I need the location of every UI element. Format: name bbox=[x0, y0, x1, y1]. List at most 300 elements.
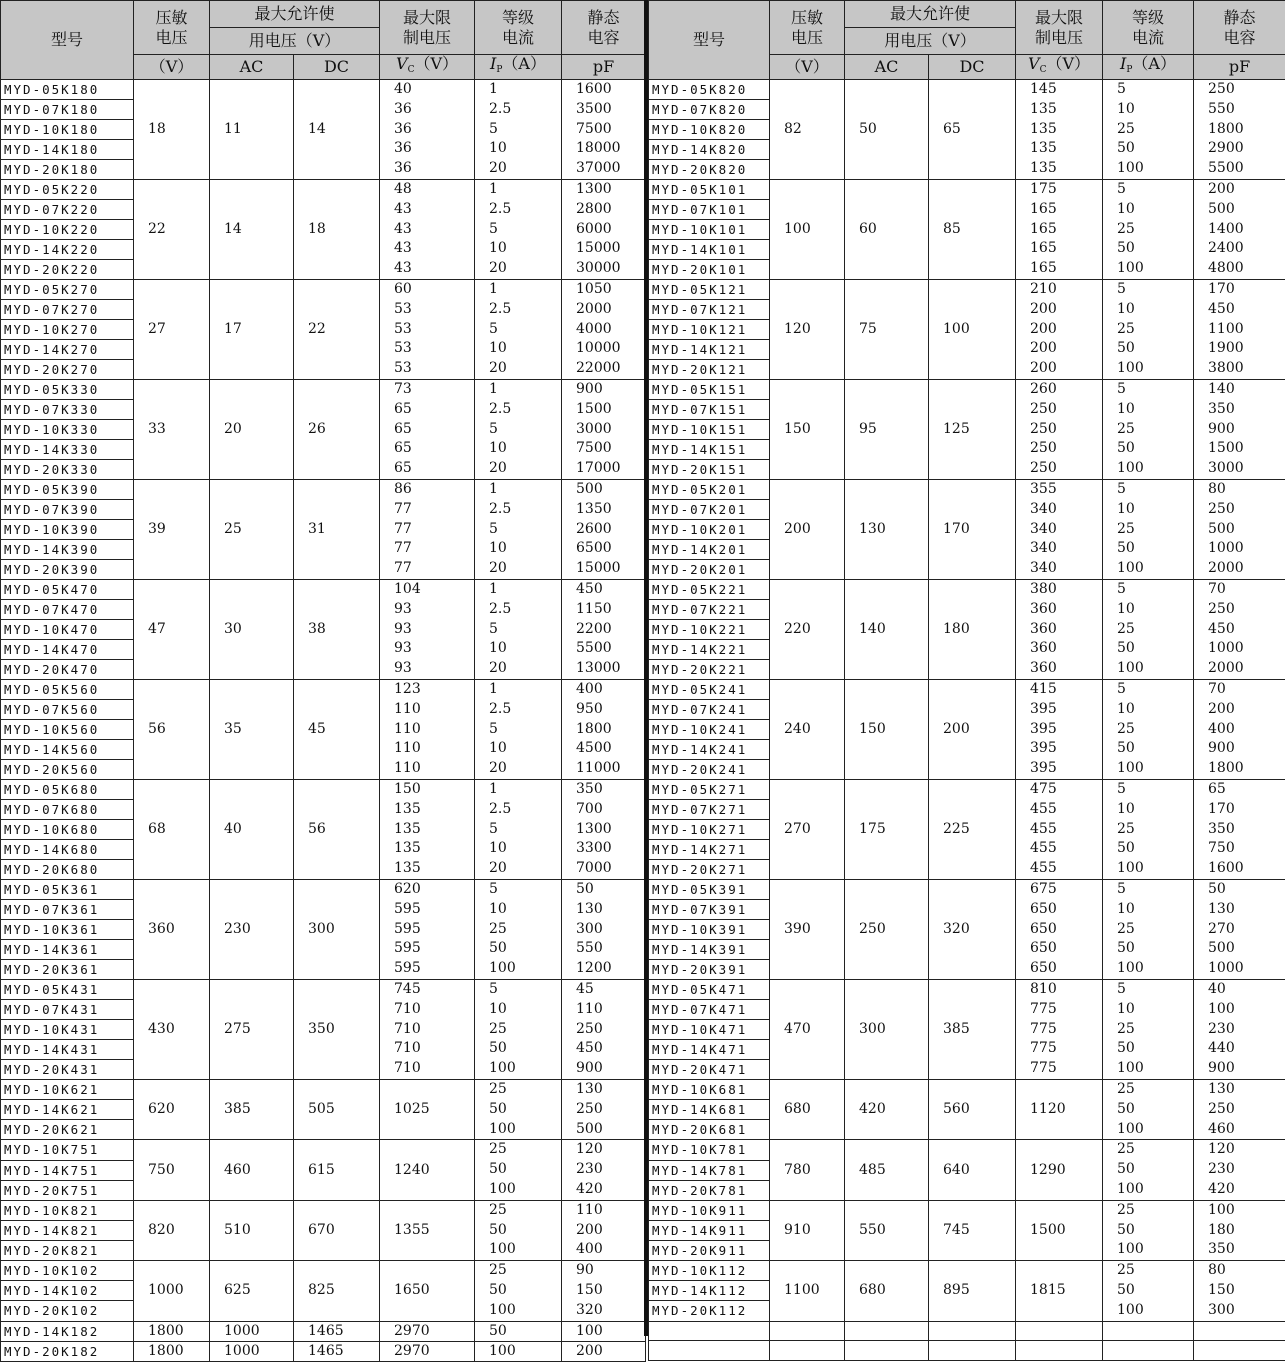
capacitance-cell-value: 2600 bbox=[576, 520, 645, 540]
dc-voltage-cell: 320 bbox=[929, 880, 1016, 980]
model-cell: MYD-05K101 bbox=[649, 180, 770, 200]
clamp-voltage-cell-value: 355 bbox=[1030, 480, 1102, 500]
capacitance-cell-value: 1800 bbox=[576, 720, 645, 740]
current-cell-value: 100 bbox=[1117, 1059, 1193, 1079]
current-cell-value: 50 bbox=[1117, 739, 1193, 759]
current-cell-value: 2.5 bbox=[489, 400, 561, 420]
capacitance-cell-value: 2800 bbox=[576, 200, 645, 220]
left-table-body bbox=[1, 80, 646, 1362]
model-cell: MYD-05K820 bbox=[649, 80, 770, 100]
current-cell-value: 25 bbox=[489, 1020, 561, 1040]
clamp-voltage-cell-value: 48 bbox=[394, 180, 474, 200]
clamp-voltage-cell-value: 650 bbox=[1030, 900, 1102, 920]
model-cell: MYD-20K621 bbox=[1, 1120, 134, 1140]
model-cell: MYD-05K680 bbox=[1, 780, 134, 800]
capacitance-cell-value: 900 bbox=[576, 380, 645, 400]
capacitance-cell-value: 250 bbox=[1208, 1100, 1285, 1120]
current-cell-value: 10 bbox=[489, 139, 561, 159]
model-cell: MYD-07K180 bbox=[1, 100, 134, 120]
model-cell: MYD-10K470 bbox=[1, 620, 134, 640]
clamp-voltage-cell-value: 455 bbox=[1030, 859, 1102, 879]
clamp-voltage-cell bbox=[1016, 680, 1103, 780]
varistor-voltage-cell: 27 bbox=[134, 280, 210, 380]
current-cell bbox=[1103, 380, 1194, 480]
varistor-voltage-cell: 1100 bbox=[770, 1261, 845, 1321]
model-cell: MYD-14K621 bbox=[1, 1100, 134, 1120]
varistor-voltage-cell: 240 bbox=[770, 680, 845, 780]
clamp-voltage-cell-value: 43 bbox=[394, 220, 474, 240]
clamp-voltage-cell-value: 380 bbox=[1030, 580, 1102, 600]
table-row bbox=[1, 1200, 646, 1220]
current-cell-value: 5 bbox=[1117, 380, 1193, 400]
capacitance-cell-value: 37000 bbox=[576, 159, 645, 179]
capacitance-cell-value: 18000 bbox=[576, 139, 645, 159]
current-cell-value: 2.5 bbox=[489, 800, 561, 820]
current-cell-value: 100 bbox=[1117, 459, 1193, 479]
capacitance-cell bbox=[562, 1140, 646, 1200]
model-cell: MYD-14K221 bbox=[649, 640, 770, 660]
capacitance-cell-value: 110 bbox=[576, 1000, 645, 1020]
capacitance-cell-value: 6500 bbox=[576, 539, 645, 559]
clamp-voltage-cell-value: 360 bbox=[1030, 659, 1102, 679]
model-cell: MYD-05K220 bbox=[1, 180, 134, 200]
clamp-voltage-cell-value: 650 bbox=[1030, 939, 1102, 959]
capacitance-cell-value: 230 bbox=[576, 1160, 645, 1180]
model-cell: MYD-07K820 bbox=[649, 100, 770, 120]
capacitance-cell-value: 350 bbox=[1208, 1240, 1285, 1260]
capacitance-cell-value: 5500 bbox=[576, 639, 645, 659]
clamp-voltage-cell bbox=[1016, 480, 1103, 580]
clamp-voltage-cell-value: 775 bbox=[1030, 1059, 1102, 1079]
empty-cell bbox=[1016, 1341, 1103, 1361]
current-cell-value: 5 bbox=[489, 980, 561, 1000]
capacitance-cell bbox=[1194, 580, 1285, 680]
varistor-voltage-cell: 22 bbox=[134, 180, 210, 280]
table-row bbox=[649, 180, 1285, 200]
ac-voltage-cell: 50 bbox=[845, 80, 929, 180]
model-cell: MYD-10K221 bbox=[649, 620, 770, 640]
clamp-voltage-cell-value: 93 bbox=[394, 639, 474, 659]
current-cell-value: 100 bbox=[489, 1180, 561, 1200]
clamp-voltage-cell-value: 36 bbox=[394, 100, 474, 120]
model-cell: MYD-20K471 bbox=[649, 1060, 770, 1080]
current-cell bbox=[1103, 680, 1194, 780]
capacitance-cell bbox=[1194, 1140, 1285, 1200]
capacitance-cell bbox=[562, 480, 646, 580]
current-cell-value: 100 bbox=[1117, 1180, 1193, 1200]
clamp-voltage-cell-value: 360 bbox=[1030, 620, 1102, 640]
model-cell: MYD-20K390 bbox=[1, 560, 134, 580]
right-spec-table bbox=[648, 0, 1285, 1361]
table-row bbox=[1, 380, 646, 400]
current-cell-value: 50 bbox=[1117, 1160, 1193, 1180]
capacitance-cell-value: 7000 bbox=[576, 859, 645, 879]
ac-voltage-cell: 130 bbox=[845, 480, 929, 580]
varistor-voltage-cell: 1000 bbox=[134, 1261, 210, 1321]
current-cell bbox=[1103, 180, 1194, 280]
capacitance-cell-value: 3300 bbox=[576, 839, 645, 859]
current-cell-value: 50 bbox=[489, 1039, 561, 1059]
model-cell: MYD-14K241 bbox=[649, 740, 770, 760]
current-cell-value: 50 bbox=[1117, 1039, 1193, 1059]
capacitance-cell-value: 4500 bbox=[576, 739, 645, 759]
model-cell: MYD-07K470 bbox=[1, 600, 134, 620]
capacitance-cell-value: 1000 bbox=[1208, 959, 1285, 979]
current-cell-value: 5 bbox=[1117, 880, 1193, 900]
table-row bbox=[1, 1080, 646, 1100]
current-cell-value: 10 bbox=[489, 739, 561, 759]
current-cell-value: 1 bbox=[489, 780, 561, 800]
current-cell-value: 50 bbox=[1117, 139, 1193, 159]
current-cell-value: 50 bbox=[1117, 1221, 1193, 1241]
dc-voltage-cell: 200 bbox=[929, 680, 1016, 780]
current-cell-value: 20 bbox=[489, 559, 561, 579]
current-cell bbox=[1103, 1140, 1194, 1200]
model-cell: MYD-10K101 bbox=[649, 220, 770, 240]
dc-voltage-cell: 505 bbox=[294, 1080, 380, 1140]
clamp-voltage-cell-value: 360 bbox=[1030, 600, 1102, 620]
clamp-voltage-cell-value: 250 bbox=[1030, 439, 1102, 459]
capacitance-cell-value: 150 bbox=[576, 1281, 645, 1301]
clamp-voltage-cell-value: 210 bbox=[1030, 280, 1102, 300]
empty-cell bbox=[649, 1321, 770, 1341]
col-current-header: 等级 电流 bbox=[475, 1, 562, 55]
current-cell-value: 10 bbox=[1117, 700, 1193, 720]
current-cell-value: 20 bbox=[489, 659, 561, 679]
current-cell-value: 50 bbox=[489, 939, 561, 959]
col-capacitance-header: 静态 电容 bbox=[562, 1, 646, 55]
varistor-voltage-cell: 200 bbox=[770, 480, 845, 580]
table-row bbox=[649, 380, 1285, 400]
table-row bbox=[649, 980, 1285, 1000]
clamp-voltage-cell-value: 165 bbox=[1030, 200, 1102, 220]
current-cell bbox=[1103, 780, 1194, 880]
varistor-voltage-cell: 430 bbox=[134, 980, 210, 1080]
clamp-voltage-cell-value: 340 bbox=[1030, 520, 1102, 540]
capacitance-cell-value: 400 bbox=[576, 1240, 645, 1260]
model-cell: MYD-14K470 bbox=[1, 640, 134, 660]
current-cell-value: 100 bbox=[1117, 1240, 1193, 1260]
table-row bbox=[1, 580, 646, 600]
capacitance-cell bbox=[1194, 280, 1285, 380]
current-cell-value: 5 bbox=[489, 120, 561, 140]
current-cell-value: 10 bbox=[1117, 500, 1193, 520]
varistor-voltage-cell: 620 bbox=[134, 1080, 210, 1140]
model-cell: MYD-14K151 bbox=[649, 440, 770, 460]
dc-voltage-cell: 38 bbox=[294, 580, 380, 680]
ac-voltage-cell: 95 bbox=[845, 380, 929, 480]
col-max-use-voltage-header: 最大允许使 bbox=[845, 1, 1016, 28]
varistor-voltage-unit: （V） bbox=[770, 55, 845, 80]
empty-cell bbox=[929, 1341, 1016, 1361]
model-cell: MYD-20K821 bbox=[1, 1241, 134, 1261]
current-cell bbox=[1103, 580, 1194, 680]
clamp-voltage-cell bbox=[380, 680, 475, 780]
model-cell: MYD-07K361 bbox=[1, 900, 134, 920]
current-cell-value: 10 bbox=[1117, 300, 1193, 320]
capacitance-cell-value: 130 bbox=[576, 1080, 645, 1100]
capacitance-cell-value: 350 bbox=[1208, 820, 1285, 840]
current-cell-value: 25 bbox=[489, 1140, 561, 1160]
ac-voltage-cell: 250 bbox=[845, 880, 929, 980]
clamp-voltage-cell-value: 650 bbox=[1030, 920, 1102, 940]
capacitance-cell-value: 40 bbox=[1208, 980, 1285, 1000]
current-cell-value: 100 bbox=[1117, 759, 1193, 779]
table-row bbox=[649, 1261, 1285, 1281]
table-row bbox=[649, 280, 1285, 300]
table-row bbox=[1, 880, 646, 900]
ac-voltage-cell: 25 bbox=[210, 480, 294, 580]
capacitance-cell-value: 750 bbox=[1208, 839, 1285, 859]
clamp-voltage-cell: 1120 bbox=[1016, 1080, 1103, 1140]
model-cell: MYD-05K470 bbox=[1, 580, 134, 600]
clamp-voltage-cell-value: 395 bbox=[1030, 720, 1102, 740]
model-cell: MYD-14K102 bbox=[1, 1281, 134, 1301]
current-cell-value: 50 bbox=[489, 1221, 561, 1241]
model-cell: MYD-07K221 bbox=[649, 600, 770, 620]
clamp-voltage-cell: 1290 bbox=[1016, 1140, 1103, 1200]
dc-voltage-cell: 170 bbox=[929, 480, 1016, 580]
clamp-voltage-cell-value: 110 bbox=[394, 739, 474, 759]
capacitance-cell-value: 1300 bbox=[576, 820, 645, 840]
model-cell: MYD-10K270 bbox=[1, 320, 134, 340]
capacitance-cell: 200 bbox=[562, 1341, 646, 1361]
model-cell: MYD-20K391 bbox=[649, 960, 770, 980]
dc-voltage-cell: 22 bbox=[294, 280, 380, 380]
model-cell: MYD-10K102 bbox=[1, 1261, 134, 1281]
model-cell: MYD-20K330 bbox=[1, 460, 134, 480]
table-row bbox=[649, 1080, 1285, 1100]
capacitance-cell-value: 15000 bbox=[576, 559, 645, 579]
current-cell-value: 10 bbox=[489, 900, 561, 920]
model-cell: MYD-07K431 bbox=[1, 1000, 134, 1020]
model-cell: MYD-07K271 bbox=[649, 800, 770, 820]
current-cell bbox=[1103, 1080, 1194, 1140]
model-cell: MYD-14K820 bbox=[649, 140, 770, 160]
capacitance-cell-value: 1350 bbox=[576, 500, 645, 520]
current-cell-value: 2.5 bbox=[489, 700, 561, 720]
current-cell-value: 50 bbox=[489, 1281, 561, 1301]
current-cell-value: 25 bbox=[1117, 320, 1193, 340]
model-cell: MYD-20K241 bbox=[649, 760, 770, 780]
capacitance-cell-value: 1300 bbox=[576, 180, 645, 200]
varistor-voltage-cell: 1800 bbox=[134, 1341, 210, 1361]
clamp-voltage-cell-value: 43 bbox=[394, 239, 474, 259]
clamp-voltage-cell-value: 650 bbox=[1030, 959, 1102, 979]
table-row bbox=[649, 1140, 1285, 1160]
varistor-voltage-cell: 360 bbox=[134, 880, 210, 980]
empty-cell bbox=[770, 1321, 845, 1341]
model-cell: MYD-07K330 bbox=[1, 400, 134, 420]
model-cell: MYD-14K271 bbox=[649, 840, 770, 860]
capacitance-cell-value: 440 bbox=[1208, 1039, 1285, 1059]
model-cell: MYD-10K471 bbox=[649, 1020, 770, 1040]
clamp-voltage-cell-value: 123 bbox=[394, 680, 474, 700]
capacitance-cell-value: 150 bbox=[1208, 1281, 1285, 1301]
clamp-voltage-cell-value: 165 bbox=[1030, 239, 1102, 259]
model-cell: MYD-14K431 bbox=[1, 1040, 134, 1060]
model-cell: MYD-20K560 bbox=[1, 760, 134, 780]
current-cell bbox=[475, 680, 562, 780]
model-cell: MYD-20K151 bbox=[649, 460, 770, 480]
capacitance-cell-value: 1500 bbox=[576, 400, 645, 420]
current-cell-value: 10 bbox=[489, 539, 561, 559]
current-cell bbox=[475, 580, 562, 680]
col-dc-header: DC bbox=[929, 55, 1016, 80]
capacitance-cell bbox=[1194, 1261, 1285, 1321]
current-cell-value: 25 bbox=[1117, 820, 1193, 840]
capacitance-cell-value: 1600 bbox=[1208, 859, 1285, 879]
table-row bbox=[649, 580, 1285, 600]
clamp-voltage-cell-value: 595 bbox=[394, 900, 474, 920]
capacitance-cell-value: 300 bbox=[1208, 1301, 1285, 1321]
model-cell: MYD-05K391 bbox=[649, 880, 770, 900]
current-cell-value: 2.5 bbox=[489, 600, 561, 620]
current-cell bbox=[475, 80, 562, 180]
current-cell-value: 5 bbox=[1117, 280, 1193, 300]
model-cell: MYD-10K621 bbox=[1, 1080, 134, 1100]
capacitance-unit: pF bbox=[562, 55, 646, 80]
clamp-voltage-cell bbox=[380, 980, 475, 1080]
current-cell-value: 10 bbox=[489, 1000, 561, 1020]
clamp-voltage-cell-value: 710 bbox=[394, 1059, 474, 1079]
capacitance-cell-value: 500 bbox=[576, 1120, 645, 1140]
capacitance-cell-value: 200 bbox=[1208, 700, 1285, 720]
current-cell-value: 100 bbox=[489, 1301, 561, 1321]
model-cell: MYD-07K151 bbox=[649, 400, 770, 420]
clamp-voltage-cell-value: 775 bbox=[1030, 1020, 1102, 1040]
clamp-voltage-cell-value: 475 bbox=[1030, 780, 1102, 800]
ac-voltage-cell: 485 bbox=[845, 1140, 929, 1200]
capacitance-cell-value: 1200 bbox=[576, 959, 645, 979]
current-cell-value: 50 bbox=[489, 1100, 561, 1120]
current-cell-value: 20 bbox=[489, 859, 561, 879]
ac-voltage-cell: 40 bbox=[210, 780, 294, 880]
capacitance-cell-value: 70 bbox=[1208, 680, 1285, 700]
capacitance-cell-value: 3800 bbox=[1208, 359, 1285, 379]
dc-voltage-cell: 18 bbox=[294, 180, 380, 280]
capacitance-cell-value: 270 bbox=[1208, 920, 1285, 940]
capacitance-cell-value: 500 bbox=[1208, 520, 1285, 540]
clamp-voltage-cell bbox=[1016, 280, 1103, 380]
varistor-voltage-cell: 82 bbox=[770, 80, 845, 180]
clamp-voltage-cell-value: 135 bbox=[1030, 120, 1102, 140]
varistor-voltage-cell: 750 bbox=[134, 1140, 210, 1200]
capacitance-cell-value: 5500 bbox=[1208, 159, 1285, 179]
current-unit: $I_P(A)$ bbox=[1103, 55, 1194, 80]
dc-voltage-cell: 85 bbox=[929, 180, 1016, 280]
clamp-voltage-cell bbox=[380, 480, 475, 580]
model-cell: MYD-07K680 bbox=[1, 800, 134, 820]
current-cell-value: 5 bbox=[489, 520, 561, 540]
col-current-header: 等级 电流 bbox=[1103, 1, 1194, 55]
varistor-voltage-cell: 47 bbox=[134, 580, 210, 680]
capacitance-cell-value: 30000 bbox=[576, 259, 645, 279]
dc-voltage-cell: 560 bbox=[929, 1080, 1016, 1140]
col-model-header: 型号 bbox=[649, 1, 770, 80]
capacitance-cell-value: 130 bbox=[576, 900, 645, 920]
capacitance-cell-value: 17000 bbox=[576, 459, 645, 479]
current-cell-value: 25 bbox=[1117, 220, 1193, 240]
capacitance-cell-value: 500 bbox=[1208, 200, 1285, 220]
clamp-voltage-cell-value: 595 bbox=[394, 939, 474, 959]
model-cell: MYD-20K680 bbox=[1, 860, 134, 880]
table-row bbox=[1, 180, 646, 200]
clamp-voltage-cell-value: 260 bbox=[1030, 380, 1102, 400]
capacitance-cell-value: 900 bbox=[1208, 739, 1285, 759]
dc-voltage-cell: 1465 bbox=[294, 1321, 380, 1341]
table-row bbox=[1, 980, 646, 1000]
col-max-use-voltage-unit: 用电压（V） bbox=[210, 28, 380, 55]
model-cell: MYD-14K101 bbox=[649, 240, 770, 260]
col-capacitance-header: 静态 电容 bbox=[1194, 1, 1285, 55]
current-cell-value: 2.5 bbox=[489, 500, 561, 520]
table-row bbox=[1, 1321, 646, 1341]
current-cell-value: 5 bbox=[489, 880, 561, 900]
model-cell: MYD-20K182 bbox=[1, 1341, 134, 1361]
capacitance-cell bbox=[562, 1200, 646, 1260]
varistor-voltage-cell: 120 bbox=[770, 280, 845, 380]
model-cell: MYD-20K121 bbox=[649, 360, 770, 380]
current-cell-value: 10 bbox=[1117, 800, 1193, 820]
model-cell: MYD-05K330 bbox=[1, 380, 134, 400]
model-cell: MYD-20K911 bbox=[649, 1241, 770, 1261]
clamp-voltage-cell-value: 65 bbox=[394, 420, 474, 440]
capacitance-unit: pF bbox=[1194, 55, 1285, 80]
current-cell-value: 5 bbox=[489, 420, 561, 440]
clamp-voltage-unit: $V_C(V)$ bbox=[380, 55, 475, 80]
clamp-voltage-cell-value: 93 bbox=[394, 620, 474, 640]
ac-voltage-cell: 150 bbox=[845, 680, 929, 780]
capacitance-cell-value: 13000 bbox=[576, 659, 645, 679]
clamp-voltage-cell-value: 104 bbox=[394, 580, 474, 600]
clamp-voltage-cell-value: 395 bbox=[1030, 700, 1102, 720]
clamp-voltage-cell-value: 595 bbox=[394, 920, 474, 940]
current-cell-value: 5 bbox=[489, 720, 561, 740]
capacitance-cell-value: 1000 bbox=[1208, 539, 1285, 559]
dc-voltage-cell: 385 bbox=[929, 980, 1016, 1080]
capacitance-cell-value: 250 bbox=[1208, 80, 1285, 100]
clamp-voltage-cell bbox=[1016, 180, 1103, 280]
capacitance-cell-value: 420 bbox=[576, 1180, 645, 1200]
current-cell-value: 5 bbox=[1117, 580, 1193, 600]
ac-voltage-cell: 175 bbox=[845, 780, 929, 880]
model-cell: MYD-14K390 bbox=[1, 540, 134, 560]
current-cell bbox=[1103, 80, 1194, 180]
table-row bbox=[1, 480, 646, 500]
capacitance-cell-value: 200 bbox=[576, 1221, 645, 1241]
clamp-voltage-cell-value: 53 bbox=[394, 320, 474, 340]
capacitance-cell bbox=[1194, 480, 1285, 580]
current-cell-value: 50 bbox=[1117, 639, 1193, 659]
ac-voltage-cell: 60 bbox=[845, 180, 929, 280]
current-cell-value: 50 bbox=[1117, 439, 1193, 459]
model-cell: MYD-14K220 bbox=[1, 240, 134, 260]
table-row bbox=[1, 1341, 646, 1361]
current-cell-value: 10 bbox=[489, 339, 561, 359]
capacitance-cell-value: 110 bbox=[576, 1201, 645, 1221]
clamp-voltage-cell-value: 200 bbox=[1030, 359, 1102, 379]
current-cell bbox=[1103, 1261, 1194, 1321]
ac-voltage-cell: 1000 bbox=[210, 1341, 294, 1361]
ac-voltage-cell: 420 bbox=[845, 1080, 929, 1140]
capacitance-cell bbox=[562, 180, 646, 280]
current-cell bbox=[475, 1080, 562, 1140]
current-cell-value: 50 bbox=[1117, 239, 1193, 259]
current-cell bbox=[475, 380, 562, 480]
capacitance-cell-value: 7500 bbox=[576, 439, 645, 459]
ac-voltage-cell: 35 bbox=[210, 680, 294, 780]
